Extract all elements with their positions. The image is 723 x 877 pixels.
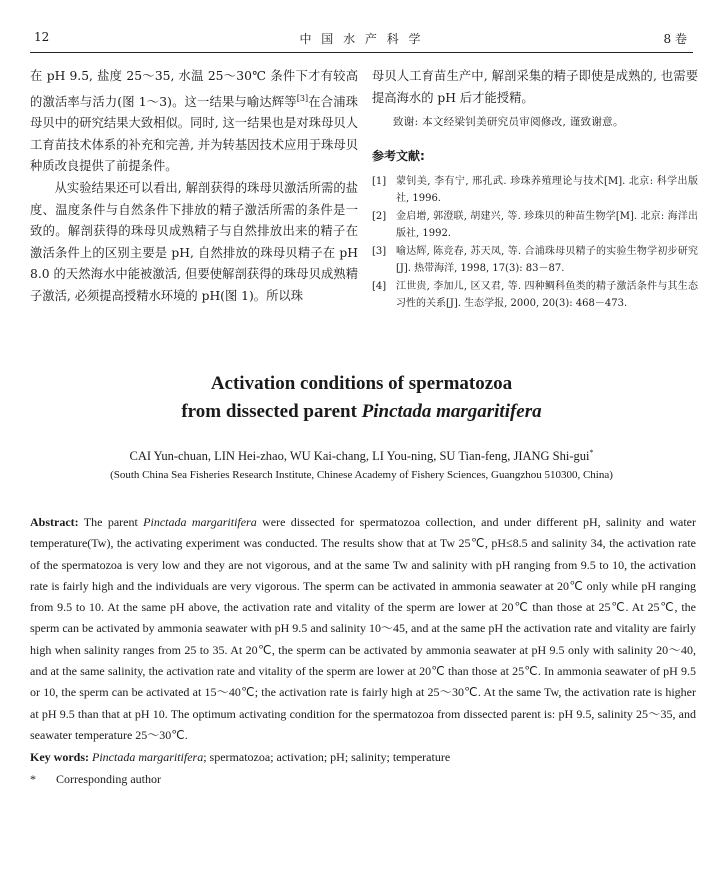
body-paragraph-1: 在 pH 9.5, 盐度 25～35, 水温 25～30℃ 条件下才有较高的激活率与活力(图 1～3)。这一结果与喻达辉等[3]在合浦珠母贝中的研究结果大致相似。同时, 这一结果也是对珠母贝人工育苗技术体系的补充和完善, 并为转基因技术应用于珠母贝种质改良提供了前提条件。	[30, 69, 358, 174]
reference-item: [1] 蒙钊美, 李有宁, 邢孔武. 珍珠养殖理论与技术[M]. 北京: 科学出版社, 1996.	[372, 176, 698, 205]
reference-item: [2] 金启增, 郭澄联, 胡建兴, 等. 珍珠贝的种苗生物学[M]. 北京: 海洋出版社, 1992.	[372, 211, 698, 240]
running-header	[30, 28, 693, 53]
author-mark: *	[589, 448, 594, 457]
right-column	[372, 66, 698, 313]
title-line-1: Activation conditions of spermatozoa	[210, 373, 513, 394]
left-column	[30, 66, 358, 308]
body-paragraph-3: 母贝人工育苗生产中, 解剖采集的精子即使是成熟的, 也需要提高海水的 pH 后才能授精。	[372, 69, 698, 105]
affiliation: (South China Sea Fisheries Research Institute, Chinese Academy of Fishery Sciences, Guangzhou 510300, China)	[110, 469, 613, 481]
body-paragraph-2: 从实验结果还可以看出, 解剖获得的珠母贝激活所需的盐度、温度条件与自然条件下排放的精子激活所需的条件是一致的。解剖获得的珠母贝成熟精子与自然排放出来的精子在激活条件上的区别主要是 pH, 自然排放的珠母贝精子在 pH 8.0 的天然海水中能被激活, 但要使解剖获得的珠母贝成熟精子激活, 必须提高授精水环境的 pH(图 1)。所以珠	[30, 181, 358, 304]
keywords: Key words: Pinctada margaritifera; spermatozoa; activation; pH; salinity; temperature	[30, 750, 451, 765]
abstract-label: Abstract:	[30, 515, 79, 529]
english-title	[0, 370, 723, 426]
abstract-block	[30, 512, 696, 790]
reference-item: [4] 江世贵, 李加儿, 区又君, 等. 四种鲷科鱼类的精子激活条件与其生态习性的关系[J]. 生态学报, 2000, 20(3): 468－473.	[372, 281, 698, 310]
reference-item: [3] 喻达辉, 陈竞春, 苏天凤, 等. 合浦珠母贝精子的实验生物学初步研究[J]. 热带海洋, 1998, 17(3): 83－87.	[372, 246, 698, 275]
acknowledgement: 致谢: 本文经梁钊美研究员审阅修改, 谨致谢意。	[393, 116, 624, 129]
journal-name: 中 国 水 产 科 学	[299, 32, 424, 46]
title-species: Pinctada margaritifera	[361, 401, 542, 422]
author-list: CAI Yun-chuan, LIN Hei-zhao, WU Kai-chang, LI You-ning, SU Tian-feng, JIANG Shi-gui*	[129, 448, 594, 464]
keywords-label: Key words:	[30, 750, 89, 765]
page-number: 12	[34, 30, 50, 44]
corresponding-author-note: * Corresponding author	[30, 771, 161, 786]
volume-label: 8 卷	[663, 32, 687, 46]
citation-ref: [3]	[296, 93, 309, 103]
abstract: Abstract: The parent Pinctada margaritifera were dissected for spermatozoa collection, and under different pH, salinity and water temperature(Tw), the activating experiment was conducted. The results show that at Tw 25℃, pH≤8.5 and salinity 34, the activation rate of the spermatozoa is very low and they are not vigorous, and at the same Tw and salinity with pH ranging from 9.5 to 10, the activation rate is fairly high and the individuals are very vigorous. The sperm can be activated in ammonia seawater at 20℃ only while pH ranging from 9.5 to 10. At the same pH above, the activation rate and vitality of the sperm are lower at 20℃ than those at 25℃. At 25℃, the sperm can be activated by ammonia seawater with pH 9.5 and salinity 10～45, and at the same pH the activation rate and vitality are fairly high when salinity ranges from 25 to 35. At 20℃, the sperm can be activated by ammonia seawater at pH 9.5 only with salinity 20～40, and at the same salinity, the activation rate and vitality of the sperm are lower at 20℃ than those at 25℃. In ammonia seawater of pH 9.5 or 10, the sperm can be activated at 15～40℃; the activation rate is fairly high at 25～30℃. At the same Tw, the activation rate is higher at pH 9.5 than that at pH 10. The optimum activating condition for the spermatozoa from dissected parent is: pH 9.5, salinity 25～35, and seawater temperature 25～30℃.	[30, 515, 696, 742]
title-line-2: from dissected parent Pinctada margaritifera	[181, 401, 542, 422]
references-heading: 参考文献:	[372, 148, 425, 163]
